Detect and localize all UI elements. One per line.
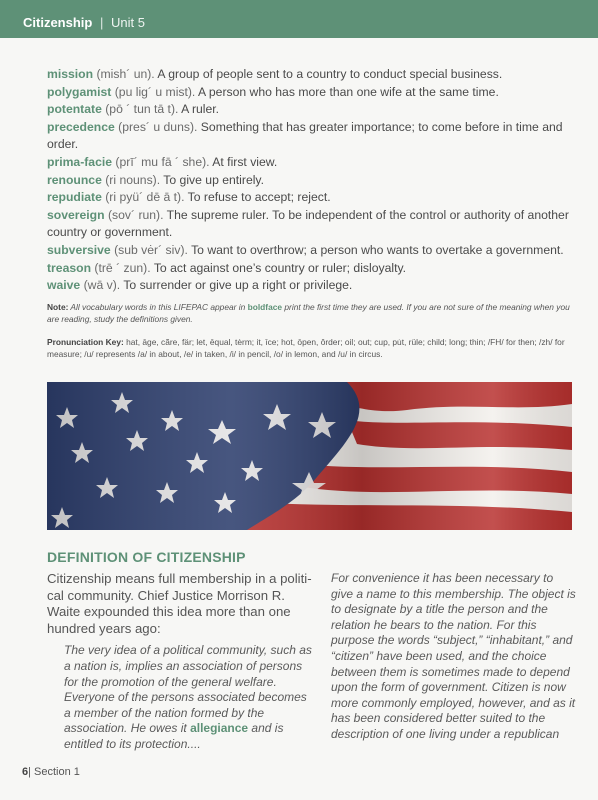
vocab-definition: Something that has greater importance; to come before in time and order.	[47, 120, 563, 152]
header-title: Citizenship	[23, 15, 93, 30]
pronunciation-key	[47, 336, 575, 360]
vocab-entry	[47, 189, 575, 206]
vocab-pronunciation: (pu lig´ u mist).	[114, 84, 196, 99]
note-label: Note:	[47, 302, 69, 312]
page-footer	[22, 766, 80, 778]
vocab-pronunciation: (pres´ u duns).	[118, 120, 198, 135]
note-text-after: print the first time they are used. If you are not sure of the meaning when you are reading, study the definitions given.	[47, 302, 570, 324]
vocab-entry	[47, 277, 575, 294]
vocab-entry	[47, 154, 575, 171]
quote-text-before: The very idea of a political community, such as a nation is, implies an association of persons for the promotion of the general welfare. Everyone of the persons associated becomes a member of the nation formed by the association. He owes it	[64, 643, 312, 736]
vocab-definition: To act against one’s country or ruler; disloyalty.	[153, 260, 407, 275]
vocab-pronunciation: (mish´ un).	[96, 67, 155, 81]
left-column	[47, 571, 312, 753]
vocab-entry	[47, 207, 575, 241]
vocab-term: repudiate	[47, 190, 102, 205]
vocab-pronunciation: (sub vėr´ siv).	[114, 243, 188, 258]
pronunciation-key-text: hat, āge, cãre, fär; let, ēqual, tėrm; it, īce; hot, ōpen, ôrder; oil; out; cup, pu̇t, rüle; child; long; thin; /FH/ for then; /zh/ for measure; /u/ represents /a/ in about, /e/ in taken, /i/ in pencil, /o/ in lemon, and /u/ in circus.	[47, 337, 565, 359]
vocab-definition: A group of people sent to a country to conduct special business.	[157, 67, 503, 81]
vocab-term: prima-facie	[47, 155, 113, 170]
vocab-definition: To refuse to accept; reject.	[187, 190, 331, 205]
vocabulary-list	[47, 66, 575, 295]
vocab-term: subversive	[47, 243, 111, 258]
vocab-term: precedence	[47, 120, 115, 135]
vocab-pronunciation: (ri pyü´ dē ā t).	[105, 190, 185, 205]
vocab-definition: A ruler.	[181, 102, 220, 117]
section-heading: DEFINITION OF CITIZENSHIP	[47, 549, 246, 565]
pronunciation-key-label: Pronunciation Key:	[47, 337, 124, 347]
vocab-entry	[47, 260, 575, 277]
footer-section: Section 1	[34, 766, 80, 778]
vocab-term: polygamist	[47, 84, 112, 99]
footer-separator: |	[28, 766, 31, 778]
vocab-term: potentate	[47, 102, 102, 117]
waite-quote	[64, 643, 312, 752]
vocab-pronunciation: (wā v).	[83, 278, 121, 293]
right-column	[331, 571, 576, 743]
vocab-pronunciation: (sov´ run).	[107, 208, 164, 223]
header-separator: |	[99, 15, 104, 30]
quote-text-after: and is entitled to its protection....	[64, 721, 284, 751]
note-bold-word: boldface	[247, 302, 283, 312]
intro-paragraph: Citizenship means full membership in a political community. Chief Justice Morrison R. Waite expounded this idea more than one hundred years ago:	[47, 571, 312, 636]
page-header	[0, 0, 598, 38]
vocabulary-note	[47, 301, 575, 325]
header-unit: Unit 5	[110, 15, 145, 30]
vocab-pronunciation: (pō ´ tun tā t).	[105, 102, 179, 117]
vocab-entry	[47, 101, 575, 118]
page-number: 6	[22, 766, 29, 778]
vocab-definition: To want to overthrow; a person who wants to overtake a government.	[191, 243, 564, 258]
american-flag-image	[47, 382, 572, 530]
flag-illustration	[47, 382, 572, 530]
vocab-entry	[47, 66, 575, 83]
vocab-term: sovereign	[47, 208, 105, 223]
vocab-entry	[47, 242, 575, 259]
quote-term-allegiance: allegiance	[190, 721, 249, 736]
vocab-term: treason	[47, 260, 92, 275]
vocab-definition: At first view.	[212, 155, 278, 170]
vocab-definition: The supreme ruler. To be independent of the control or authority of another country or government.	[47, 208, 569, 240]
vocab-entry	[47, 119, 575, 153]
vocab-pronunciation: (prī´ mu fā ´ she).	[115, 155, 210, 170]
vocab-definition: To give up entirely.	[163, 172, 265, 187]
note-text-before: All vocabulary words in this LIFEPAC appear in	[68, 302, 248, 312]
vocab-entry	[47, 84, 575, 101]
right-column-quote: For convenience it has been necessary to give a name to this membership. The object is to designate by a title the person and the relation he bears to the nation. For this purpose the words “subject,” “inhabitant,” and “citizen” have been used, and the choice between them is sometimes made to depend upon the form of government. Citizen is now more commonly employed, however, and as it has been considered better suited to the description of one living under a republican	[331, 571, 576, 741]
vocab-entry	[47, 172, 575, 189]
vocab-term: renounce	[47, 172, 102, 187]
vocab-pronunciation: (trē ´ zun).	[94, 260, 151, 275]
vocab-pronunciation: (ri nouns).	[105, 172, 161, 187]
vocab-term: mission	[47, 67, 94, 81]
vocab-definition: To surrender or give up a right or privilege.	[123, 278, 353, 293]
vocab-definition: A person who has more than one wife at the same time.	[198, 84, 499, 99]
vocab-term: waive	[47, 278, 81, 293]
